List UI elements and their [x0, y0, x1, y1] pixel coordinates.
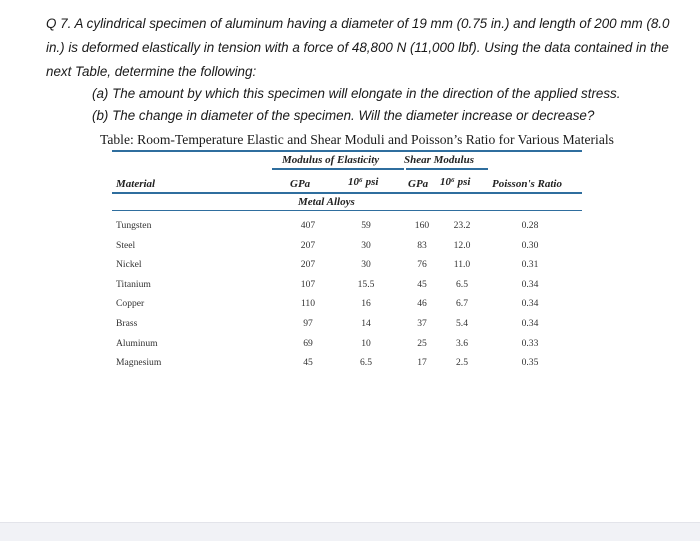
table-cell-g-gpa: 160 — [414, 220, 430, 231]
table-cell-e-gpa: 407 — [300, 220, 316, 231]
section-rule — [112, 210, 582, 211]
table-cell-g-psi: 12.0 — [453, 239, 471, 251]
header-bottom-rule — [112, 192, 582, 194]
group-header-modulus-elasticity: Modulus of Elasticity — [282, 154, 380, 166]
column-header-gpa-elastic: GPa — [290, 178, 311, 190]
table-caption: Table: Room-Temperature Elastic and Shear Moduli and Poisson’s Ratio for Various Materials — [100, 132, 614, 147]
table-cell-g-gpa: 17 — [417, 357, 427, 369]
properties-table — [112, 150, 582, 378]
column-header-poisson: Poisson's Ratio — [492, 178, 562, 190]
table-cell-e-psi: 30 — [361, 239, 371, 251]
table-cell-e-gpa: 207 — [300, 239, 316, 251]
table-cell-material: Magnesium — [116, 357, 162, 369]
table-cell-e-psi: 10 — [361, 337, 371, 349]
group-header-shear-modulus: Shear Modulus — [404, 154, 475, 166]
table-cell-nu: 0.34 — [521, 278, 539, 290]
column-header-material: Material — [116, 178, 156, 190]
table-cell-e-psi: 30 — [361, 259, 371, 271]
table-cell-nu: 0.31 — [521, 259, 539, 271]
table-cell-nu: 0.34 — [521, 298, 539, 310]
table-cell-nu: 0.33 — [521, 337, 539, 349]
table-cell-nu: 0.35 — [521, 357, 539, 369]
table-cell-g-gpa: 83 — [417, 239, 427, 251]
column-header-gpa-shear: GPa — [408, 178, 429, 190]
table-cell-e-gpa: 110 — [300, 298, 316, 310]
table-cell-e-gpa: 107 — [300, 278, 316, 290]
table-cell-g-gpa: 46 — [417, 298, 427, 310]
table-cell-e-psi: 6.5 — [360, 357, 372, 369]
table-cell-g-psi: 11.0 — [453, 259, 471, 271]
section-label-metal-alloys: Metal Alloys — [298, 196, 355, 208]
table-cell-g-gpa: 45 — [417, 278, 427, 290]
table-cell-e-psi: 16 — [361, 298, 371, 310]
table-cell-e-gpa: 97 — [303, 318, 313, 329]
table-cell-material: Copper — [116, 298, 145, 310]
table-cell-material: Brass — [116, 318, 138, 329]
table-cell-nu: 0.34 — [521, 318, 539, 329]
table-cell-material: Steel — [116, 239, 136, 251]
table-cell-e-psi: 14 — [361, 318, 371, 329]
table-cell-g-psi: 23.2 — [453, 220, 471, 231]
table-cell-g-psi: 6.7 — [456, 298, 468, 310]
question-line-2: in.) is deformed elastically in tension with a force of 48,800 N (11,000 lbf). Using the data contained in the — [46, 40, 669, 55]
table-cell-material: Titanium — [116, 278, 151, 290]
modulus-elasticity-rule — [272, 168, 404, 170]
column-header-psi-shear: 10⁶ psi — [440, 176, 471, 188]
table-cell-e-gpa: 45 — [303, 357, 313, 369]
table-cell-e-gpa: 69 — [303, 337, 313, 349]
question-line-3: next Table, determine the following: — [46, 64, 257, 79]
table-cell-nu: 0.28 — [521, 220, 539, 231]
table-cell-material: Nickel — [116, 259, 142, 271]
column-header-psi-elastic: 10⁶ psi — [348, 176, 379, 188]
table-cell-g-gpa: 37 — [417, 318, 427, 329]
table-cell-g-gpa: 25 — [417, 337, 427, 349]
table-top-rule — [112, 150, 582, 152]
table-cell-g-psi: 5.4 — [456, 318, 468, 329]
table-cell-g-psi: 3.6 — [456, 337, 468, 349]
bottom-toolbar-strip — [0, 522, 700, 541]
table-cell-g-psi: 6.5 — [456, 278, 468, 290]
table-cell-g-gpa: 76 — [417, 259, 427, 271]
table-cell-e-psi: 15.5 — [357, 278, 375, 290]
table-cell-g-psi: 2.5 — [456, 357, 468, 369]
table-cell-nu: 0.30 — [521, 239, 539, 251]
table-cell-e-psi: 59 — [361, 220, 371, 231]
shear-modulus-rule — [406, 168, 488, 170]
table-cell-material: Aluminum — [116, 337, 158, 349]
question-line-1: Q 7. A cylindrical specimen of aluminum having a diameter of 19 mm (0.75 in.) and length of 200 mm (8.0 — [46, 16, 670, 31]
table-cell-e-gpa: 207 — [300, 259, 316, 271]
table-cell-material: Tungsten — [116, 220, 152, 231]
question-part-a: (a) The amount by which this specimen will elongate in the direction of the applied stress. — [92, 86, 621, 101]
question-part-b: (b) The change in diameter of the specimen. Will the diameter increase or decrease? — [92, 108, 595, 123]
